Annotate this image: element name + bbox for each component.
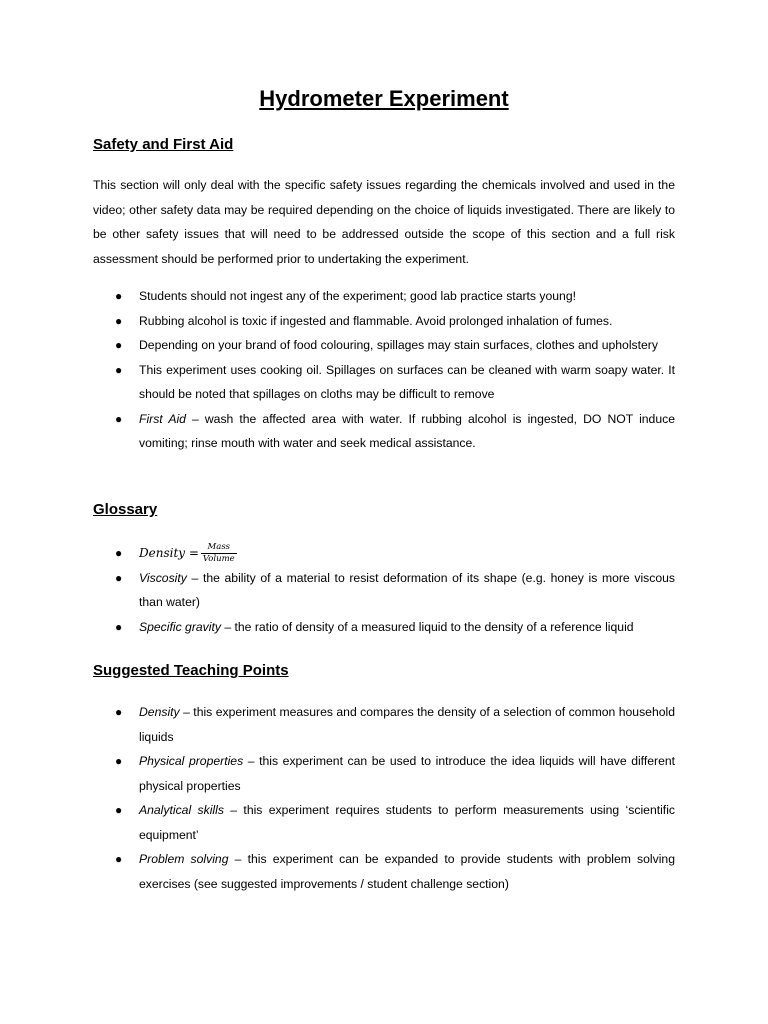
list-item: ● Problem solving – this experiment can be expanded to provide students with problem solving exercises (see suggested improvements / student challenge section) (93, 847, 675, 896)
bullet-icon: ● (115, 705, 123, 719)
document-title: Hydrometer Experiment (259, 86, 509, 111)
bullet-icon: ● (115, 754, 123, 768)
bullet-icon: ● (115, 362, 123, 377)
list-item (93, 407, 675, 456)
list-item: ● Rubbing alcohol is toxic if ingested and flammable. Avoid prolonged inhalation of fumes. (93, 309, 675, 334)
bullet-icon: ● (115, 289, 123, 303)
bullet-icon: ● (115, 338, 123, 352)
bullet-icon: ● (115, 570, 123, 585)
fraction-denominator: Volume (202, 554, 235, 565)
bullet-icon: ● (115, 619, 123, 634)
list-item: ● Density – this experiment measures and compares the density of a selection of common household liquids (93, 700, 675, 749)
list-item: ● This experiment uses cooking oil. Spillages on surfaces can be cleaned with warm soapy water. It should be noted that spillages on cloths may be difficult to remove (93, 358, 675, 407)
list-item: ● Physical properties – this experiment can be used to introduce the idea liquids will have different physical properties (93, 749, 675, 798)
fraction-numerator: Mass (201, 542, 237, 554)
bullet-icon: ● (115, 803, 123, 817)
safety-list (93, 284, 675, 456)
list-item: ● Viscosity – the ability of a material to resist deformation of its shape (e.g. honey is more viscous than water) (93, 566, 675, 615)
density-fraction (201, 542, 237, 565)
safety-heading: Safety and First Aid (93, 136, 234, 153)
list-item: ● Specific gravity – the ratio of density of a measured liquid to the density of a reference liquid (93, 615, 675, 640)
list-item: ● Analytical skills – this experiment requires students to perform measurements using ‘scientific equipment’ (93, 798, 675, 847)
bullet-icon: ● (115, 411, 123, 426)
density-formula-lhs: Density = (139, 546, 199, 560)
first-aid-text: – wash the affected area with water. If rubbing alcohol is ingested, DO NOT induce vomiting; rinse mouth with water and seek medical assistance. (139, 411, 675, 450)
list-item: ● Students should not ingest any of the experiment; good lab practice starts young! (93, 284, 675, 309)
teaching-list (93, 700, 675, 896)
bullet-icon: ● (115, 852, 123, 866)
list-item: ● Depending on your brand of food colouring, spillages may stain surfaces, clothes and upholstery (93, 333, 675, 358)
first-aid-term: First Aid (139, 411, 186, 426)
bullet-icon: ● (115, 313, 123, 328)
teaching-heading: Suggested Teaching Points (93, 662, 289, 679)
glossary-list (93, 541, 675, 639)
glossary-heading: Glossary (93, 501, 158, 518)
safety-intro: This section will only deal with the specific safety issues regarding the chemicals involved and used in the video; other safety data may be required depending on the choice of liquids investigated. There are likely to be other safety issues that will need to be addressed outside the scope of this section and a full risk assessment should be performed prior to undertaking the experiment. (93, 178, 675, 266)
list-item (93, 541, 675, 566)
bullet-icon: ● (115, 546, 123, 560)
